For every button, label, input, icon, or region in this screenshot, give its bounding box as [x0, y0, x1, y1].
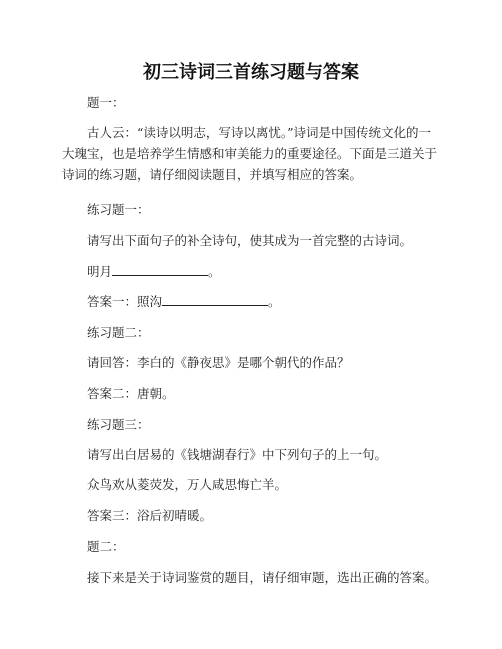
section-2-intro: 接下来是关于诗词鉴赏的题目，请仔细审题，选出正确的答案。	[87, 570, 438, 585]
exercise-1-line-prefix: 明月	[87, 264, 113, 279]
exercise-3-line: 众鸟欢从菱荧发，万人咸思悔亡羊。	[87, 477, 288, 492]
exercise-1-heading: 练习题一：	[87, 202, 150, 217]
exercise-1-line-suffix: 。	[208, 264, 221, 279]
answer-2: 答案二：唐朝。	[87, 386, 175, 401]
exercise-1-line	[87, 261, 467, 282]
exercise-2-prompt: 请回答：李白的《静夜思》是哪个朝代的作品？	[87, 355, 350, 370]
section-1-heading: 题一：	[87, 95, 125, 110]
document-title: 初三诗词三首练习题与答案	[143, 62, 359, 83]
section-2-heading: 题二：	[87, 539, 125, 554]
fill-in-blank	[112, 263, 208, 276]
answer-1-suffix: 。	[268, 294, 281, 309]
exercise-2-heading: 练习题二：	[87, 325, 150, 340]
exercise-3-heading: 练习题三：	[87, 417, 150, 432]
exercise-3-prompt: 请写出白居易的《钱塘湖春行》中下列句子的上一句。	[87, 447, 388, 462]
answer-blank	[162, 293, 268, 306]
exercise-1-prompt: 请写出下面句子的补全诗句，使其成为一首完整的古诗词。	[87, 233, 413, 248]
answer-1-prefix: 答案一：照沟	[87, 294, 163, 309]
answer-1	[87, 291, 467, 312]
intro-paragraph: 古人云：“读诗以明志，写诗以离忧。”诗词是中国传统文化的一大瑰宝，也是培养学生情感和审美能力的重要途径。下面是三道关于诗词的练习题，请仔细阅读题目，并填写相应的答案。	[62, 125, 438, 182]
answer-3: 答案三：浴后初晴暖。	[87, 508, 213, 523]
